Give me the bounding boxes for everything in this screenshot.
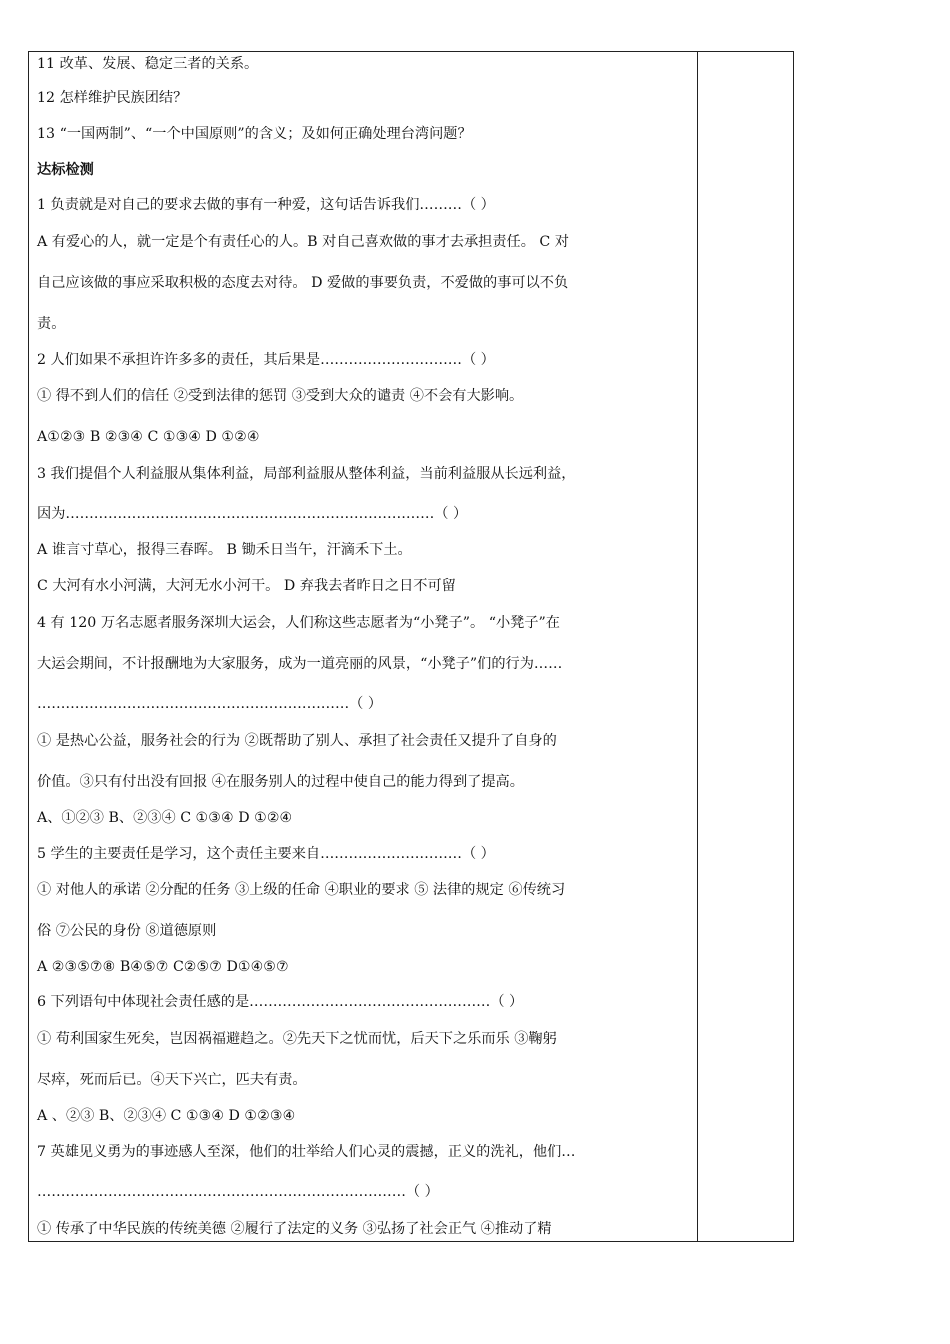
exercise-1-options-end: 责。 xyxy=(37,316,66,332)
exercise-7-stem-cont: ……………………………………………………………………（ ） xyxy=(37,1184,439,1200)
exercise-6-stem: 6 下列语句中体现社会责任感的是……………………………………………（ ） xyxy=(37,994,524,1010)
exercise-6-items-cont: 尽瘁，死而后已。④天下兴亡，匹夫有责。 xyxy=(37,1072,307,1088)
exercise-4-options: A、①②③ B、②③④ C ①③④ D ①②④ xyxy=(37,810,293,826)
exercise-4-stem-cont: 大运会期间，不计报酬地为大家服务，成为一道亮丽的风景，“小凳子”们的行为…… xyxy=(37,656,563,672)
exercise-3-stem: 3 我们提倡个人利益服从集体利益，局部利益服从整体利益，当前利益服从长远利益， xyxy=(37,466,576,482)
column-divider xyxy=(697,51,698,1242)
exercise-3-stem-cont: 因为……………………………………………………………………（ ） xyxy=(37,506,468,522)
exercise-4-stem-end: …………………………………………………………（ ） xyxy=(37,696,383,712)
exercise-4-stem: 4 有 120 万名志愿者服务深圳大运会，人们称这些志愿者为“小凳子”。 “小凳子”在 xyxy=(37,615,560,631)
exercise-5-items-cont: 俗 ⑦公民的身份 ⑧道德原则 xyxy=(37,923,217,939)
exercise-2-options: A①②③ B ②③④ C ①③④ D ①②④ xyxy=(37,429,260,445)
exercise-1-options-cont: 自己应该做的事应采取积极的态度去对待。 D 爱做的事要负责，不爱做的事可以不负 xyxy=(37,275,569,291)
exercise-2-stem: 2 人们如果不承担许许多多的责任，其后果是…………………………（ ） xyxy=(37,352,495,368)
exercise-1-options: A 有爱心的人，就一定是个有责任心的人。B 对自己喜欢做的事才去承担责任。 C 对 xyxy=(37,234,569,250)
exercise-4-items: ① 是热心公益，服务社会的行为 ②既帮助了别人、承担了社会责任又提升了自身的 xyxy=(37,733,557,749)
document-table xyxy=(28,51,794,1242)
exercise-6-items: ① 苟利国家生死矣，岂因祸福避趋之。②先天下之忧而忧，后天下之乐而乐 ③鞠躬 xyxy=(37,1031,557,1047)
exercise-3-options-cd: C 大河有水小河满，大河无水小河干。 D 弃我去者昨日之日不可留 xyxy=(37,578,456,594)
question-11: 11 改革、发展、稳定三者的关系。 xyxy=(37,56,259,72)
exercise-4-items-cont: 价值。③只有付出没有回报 ④在服务别人的过程中使自己的能力得到了提高。 xyxy=(37,774,524,790)
exercise-3-options-ab: A 谁言寸草心，报得三春晖。 B 锄禾日当午，汗滴禾下土。 xyxy=(37,542,412,558)
exercise-7-items: ① 传承了中华民族的传统美德 ②履行了法定的义务 ③弘扬了社会正气 ④推动了精 xyxy=(37,1221,552,1237)
exercise-2-items: ① 得不到人们的信任 ②受到法律的惩罚 ③受到大众的谴责 ④不会有大影响。 xyxy=(37,388,524,404)
exercise-5-items: ① 对他人的承诺 ②分配的任务 ③上级的任命 ④职业的要求 ⑤ 法律的规定 ⑥传统习 xyxy=(37,882,566,898)
exercise-1-stem: 1 负责就是对自己的要求去做的事有一种爱，这句话告诉我们………（ ） xyxy=(37,197,495,213)
exercise-6-options: A 、②③ B、②③④ C ①③④ D ①②③④ xyxy=(37,1108,296,1124)
question-13: 13 “一国两制”、“一个中国原则”的含义；及如何正确处理台湾问题？ xyxy=(37,126,472,142)
exercise-7-stem: 7 英雄见义勇为的事迹感人至深，他们的壮举给人们心灵的震撼，正义的洗礼，他们… xyxy=(37,1144,576,1160)
exercise-5-stem: 5 学生的主要责任是学习，这个责任主要来自…………………………（ ） xyxy=(37,846,495,862)
exercise-5-options: A ②③⑤⑦⑧ B④⑤⑦ C②⑤⑦ D①④⑤⑦ xyxy=(37,959,289,975)
question-12: 12 怎样维护民族团结？ xyxy=(37,90,188,106)
section-heading: 达标检测 xyxy=(37,162,94,178)
